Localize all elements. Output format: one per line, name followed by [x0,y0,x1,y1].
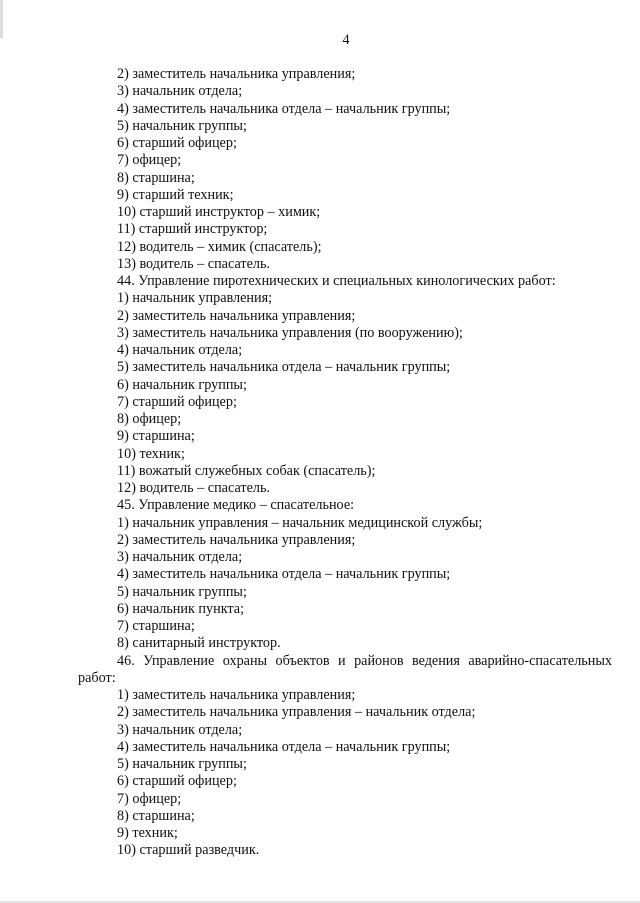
document-body [78,66,612,860]
list-item: 11) старший инструктор; [117,221,268,238]
list-item: 1) заместитель начальника управления; [117,687,356,703]
list-item: 6) начальник пункта; [117,600,245,617]
list-item: 3) начальник отдела; [117,549,243,565]
list-item: 5) начальник группы; [117,756,247,772]
list-item: 8) старшина; [117,807,195,824]
list-item: 3) начальник отдела; [117,721,243,738]
list-item: 6) старший офицер; [117,773,237,790]
list-item: 9) техник; [117,825,178,841]
list-item: 7) старшина; [117,618,195,634]
list-item: 1) начальник управления; [117,290,273,307]
list-item: 1) начальник управления – начальник медицинской службы; [117,514,483,531]
page-number: 4 [342,32,350,48]
list-item: 7) офицер; [117,790,182,807]
list-item: 13) водитель – спасатель. [117,255,270,272]
list-item: 4) начальник отдела; [117,342,243,358]
list-item: 11) вожатый служебных собак (спасатель); [117,462,376,479]
list-item: 10) старший разведчик. [117,842,260,859]
list-item: 9) старший техник; [117,186,234,203]
section-heading-45: 45. Управление медико – спасательное: [117,497,355,514]
list-item: 10) старший инструктор – химик; [117,204,321,220]
list-item: 8) старшина; [117,169,195,186]
list-item: 10) техник; [117,445,185,462]
section-heading-44: 44. Управление пиротехнических и специальных кинологических работ: [117,273,556,289]
list-item: 5) начальник группы; [117,117,247,134]
list-item: 4) заместитель начальника отдела – начальник группы; [117,738,451,755]
list-item: 2) заместитель начальника управления – начальник отдела; [117,704,476,721]
list-item: 6) начальник группы; [117,376,247,393]
list-item: 5) заместитель начальника отдела – начальник группы; [117,359,451,376]
list-item: 8) офицер; [117,411,182,427]
section-heading-46: 46. Управление охраны объектов и районов ведения аварийно-спасательных работ: [78,652,612,686]
list-item: 4) заместитель начальника отдела – начальник группы; [117,100,451,117]
list-item: 3) начальник отдела; [117,83,243,100]
list-item: 8) санитарный инструктор. [117,635,281,652]
list-item: 12) водитель – химик (спасатель); [117,238,322,255]
list-item: 2) заместитель начальника управления; [117,307,356,324]
list-item: 2) заместитель начальника управления; [117,66,356,82]
list-item: 7) офицер; [117,152,182,169]
list-item: 9) старшина; [117,428,195,445]
list-item: 2) заместитель начальника управления; [117,531,356,548]
list-item: 6) старший офицер; [117,135,237,151]
list-item: 12) водитель – спасатель. [117,480,270,496]
list-item: 3) заместитель начальника управления (по вооружению); [117,324,463,341]
list-item: 5) начальник группы; [117,583,247,600]
list-item: 7) старший офицер; [117,393,237,410]
list-item: 4) заместитель начальника отдела – начальник группы; [117,566,451,583]
